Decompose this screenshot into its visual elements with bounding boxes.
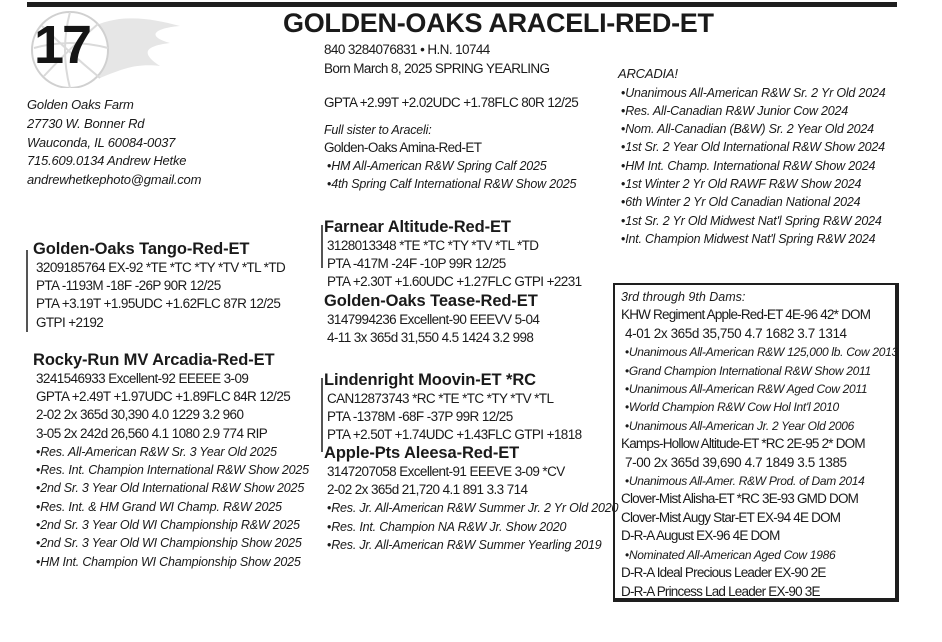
sister-name: Golden-Oaks Amina-Red-ET: [324, 139, 482, 155]
farm-phone: 715.609.0134 Andrew Hetke: [27, 153, 187, 169]
award-line: • Unanimous All-American R&W 125,000 lb. Cow 2013: [615, 343, 895, 361]
animal-info: [324, 41, 578, 194]
header-rule: [27, 2, 897, 7]
animal-name: Apple-Pts Aleesa-Red-ET: [324, 444, 520, 462]
record-line: 3147994236 Excellent-90 EEEVV 5-04: [327, 312, 540, 327]
pedigree-bracket: [321, 225, 323, 268]
consignor-info: [27, 96, 201, 190]
record-line: PTA -417M -24F -10P 99R 12/25: [327, 256, 506, 272]
award-line: • Res. All-American R&W Sr. 3 Year Old 2025: [33, 443, 309, 461]
record-line: 3128013348 *TE *TC *TY *TV *TL *TD: [327, 238, 539, 253]
animal-name: Rocky-Run MV Arcadia-Red-ET: [33, 351, 275, 369]
animal-id: 840 3284076831 • H.N. 10744: [324, 42, 490, 57]
dam-name: Kamps-Hollow Altitude-ET *RC 2E-95 2* DOM: [621, 436, 865, 452]
award-line: • Res. Int. Champion NA R&W Jr. Show 2020: [324, 518, 618, 536]
animal-name: Golden-Oaks Tango-Red-ET: [33, 240, 250, 258]
arcadia-award: • HM Int. Champ. International R&W Show 2024: [618, 157, 885, 175]
arcadia-heading: ARCADIA!: [618, 66, 678, 81]
arcadia-award: • 1st Winter 2 Yr Old RAWF R&W Show 2024: [618, 175, 885, 193]
arcadia-award: • 6th Winter 2 Yr Old Canadian National 2024: [618, 193, 885, 211]
award-line: • Unanimous All-Amer. R&W Prod. of Dam 2014: [615, 472, 895, 490]
award-line: • Grand Champion International R&W Show 2011: [615, 362, 895, 380]
award-line: • 2nd Sr. 3 Year Old WI Championship Show 2025: [33, 534, 309, 552]
dam-name: Clover-Mist Alisha-ET *RC 3E-93 GMD DOM: [621, 491, 859, 507]
arcadia-award: • Res. All-Canadian R&W Junior Cow 2024: [618, 102, 885, 120]
arcadia-section: [618, 65, 885, 248]
dams-box-list: [615, 306, 898, 601]
sister-label: Full sister to Araceli:: [324, 122, 432, 137]
ancestral-dams-box: [613, 283, 899, 602]
arcadia-award: • Nom. All-Canadian (B&W) Sr. 2 Year Old 2024: [618, 120, 885, 138]
dams-box-heading: 3rd through 9th Dams:: [621, 290, 746, 304]
farm-city: Wauconda, IL 60084-0037: [27, 134, 176, 150]
record-line: 3209185764 EX-92 *TE *TC *TY *TV *TL *TD: [36, 260, 286, 275]
award-line: • World Champion R&W Cow Hol Int'l 2010: [615, 398, 895, 416]
animal-born: Born March 8, 2025 SPRING YEARLING: [324, 60, 550, 76]
lot-number: 17: [34, 15, 91, 75]
arcadia-award: • Unanimous All-American R&W Sr. 2 Yr Old 2024: [618, 84, 885, 102]
page-title: GOLDEN-OAKS ARACELI-RED-ET: [283, 8, 714, 38]
animal-name: Golden-Oaks Tease-Red-ET: [324, 292, 538, 310]
record-line: CAN12873743 *RC *TE *TC *TY *TV *TL: [327, 391, 554, 406]
record-line: GTPI +2192: [36, 314, 104, 330]
award-line: • Res. Int. Champion International R&W Show 2025: [33, 461, 309, 479]
dam-name: KHW Regiment Apple-Red-ET 4E-96 42* DOM: [621, 307, 871, 323]
animal-name: Lindenright Moovin-ET *RC: [324, 371, 536, 389]
arcadia-award: • Int. Champion Midwest Nat'l Spring R&W 2024: [618, 230, 885, 248]
record-line: PTA -1193M -18F -26P 90R 12/25: [36, 278, 221, 294]
farm-name: Golden Oaks Farm: [27, 97, 134, 112]
dam-name: D-R-A Princess Lad Leader EX-90 3E: [621, 583, 820, 599]
award-line: • 2nd Sr. 3 Year Old International R&W Show 2025: [33, 479, 309, 497]
award-line: • Res. Int. & HM Grand WI Champ. R&W 2025: [33, 498, 309, 516]
animal-gpta: GPTA +2.99T +2.02UDC +1.78FLC 80R 12/25: [324, 95, 579, 110]
sire-block: [33, 239, 285, 332]
record-line: 3-05 2x 242d 26,560 4.1 1080 2.9 774 RIP: [36, 425, 268, 441]
award-line: • Unanimous All-American R&W Aged Cow 2011: [615, 380, 895, 398]
record-line: 2-02 2x 365d 30,390 4.0 1229 3.2 960: [36, 407, 244, 423]
arcadia-award: • 1st Sr. 2 Year Old International R&W Show 2024: [618, 138, 885, 156]
record-line: 4-11 3x 365d 31,550 4.5 1424 3.2 998: [327, 330, 534, 346]
dams-sire-block: [324, 370, 582, 445]
record-line: PTA +2.30T +1.60UDC +1.27FLC GTPI +2231: [327, 274, 582, 290]
award-line: • Unanimous All-American Jr. 2 Year Old 2006: [615, 417, 895, 435]
sires-dam-block: [324, 291, 539, 347]
record-line: PTA +2.50T +1.74UDC +1.43FLC GTPI +1818: [327, 427, 582, 443]
dam-block: [33, 350, 309, 571]
record-line: 4-01 2x 365d 35,750 4.7 1682 3.7 1314: [625, 325, 847, 341]
farm-address: 27730 W. Bonner Rd: [27, 115, 145, 131]
dam-name: D-R-A Ideal Precious Leader EX-90 2E: [621, 565, 826, 581]
dams-dam-block: [324, 443, 618, 554]
sister-award: • 4th Spring Calf International R&W Show 2025: [324, 175, 578, 193]
award-line: • HM Int. Champion WI Championship Show 2025: [33, 553, 309, 571]
dam-name: Clover-Mist Augy Star-ET EX-94 4E DOM: [621, 509, 841, 525]
farm-email: andrewhetkephoto@gmail.com: [27, 172, 202, 188]
record-line: PTA +3.19T +1.95UDC +1.62FLC 87R 12/25: [36, 296, 281, 312]
award-line: • 2nd Sr. 3 Year Old WI Championship R&W 2025: [33, 516, 309, 534]
record-line: GPTA +2.49T +1.97UDC +1.89FLC 84R 12/25: [36, 389, 291, 405]
arcadia-award: • 1st Sr. 2 Yr Old Midwest Nat'l Spring R&W 2024: [618, 212, 885, 230]
pedigree-bracket: [26, 250, 28, 332]
record-line: 7-00 2x 365d 39,690 4.7 1849 3.5 1385: [625, 454, 847, 470]
sister-award: • HM All-American R&W Spring Calf 2025: [324, 157, 578, 175]
award-line: • Nominated All-American Aged Cow 1986: [615, 546, 895, 564]
award-line: • Res. Jr. All-American R&W Summer Yearling 2019: [324, 536, 618, 554]
sires-sire-block: [324, 217, 582, 292]
record-line: 3241546933 Excellent-92 EEEEE 3-09: [36, 371, 249, 386]
award-line: • Res. Jr. All-American R&W Summer Jr. 2 Yr Old 2020: [324, 499, 618, 517]
record-line: 3147207058 Excellent-91 EEEVE 3-09 *CV: [327, 464, 565, 479]
dam-name: D-R-A August EX-96 4E DOM: [621, 528, 780, 544]
record-line: 2-02 2x 365d 21,720 4.1 891 3.3 714: [327, 482, 528, 498]
arcadia-awards: [618, 84, 885, 249]
pedigree-bracket: [321, 378, 323, 452]
record-line: PTA -1378M -68F -37P 99R 12/25: [327, 409, 513, 425]
animal-name: Farnear Altitude-Red-ET: [324, 218, 511, 236]
